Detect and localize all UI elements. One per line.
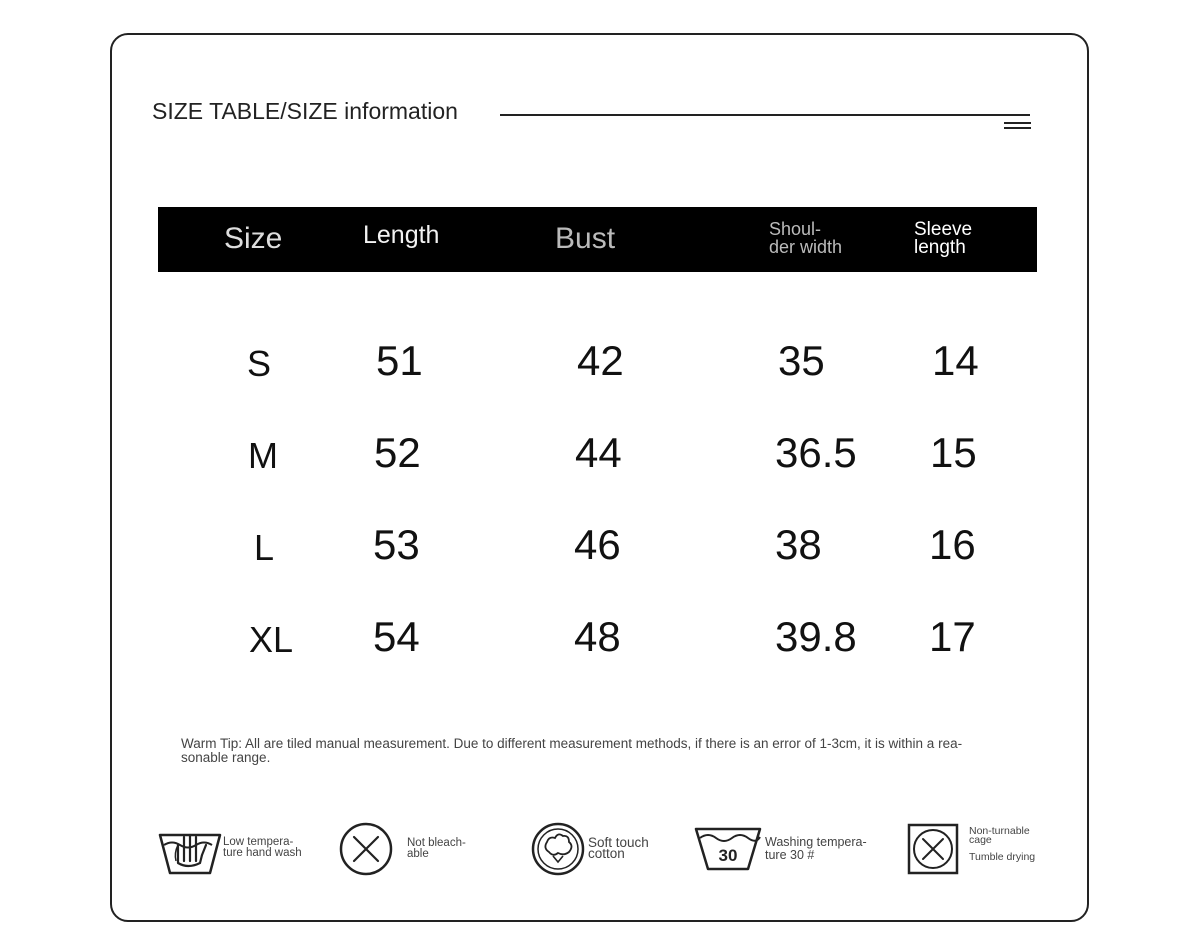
cell-length: 54 xyxy=(373,613,420,660)
no-tumble-dry-icon xyxy=(907,823,959,875)
cell-shoulder: 38 xyxy=(775,521,822,568)
care-label-hand-wash: Low tempera- ture hand wash xyxy=(223,836,302,859)
cell-length: 52 xyxy=(374,429,421,476)
cell-shoulder: 36.5 xyxy=(775,429,857,476)
cell-length: 51 xyxy=(376,337,423,384)
cell-bust: 48 xyxy=(574,613,621,660)
cell-sleeve: 16 xyxy=(929,521,976,568)
header-bust: Bust xyxy=(555,222,616,255)
title-rule-mark xyxy=(1004,127,1031,129)
cell-bust: 44 xyxy=(575,429,622,476)
care-label-cotton: Soft touch cotton xyxy=(588,835,649,861)
header-shoulder-line2: der width xyxy=(769,237,843,257)
wash-30-icon xyxy=(694,825,762,873)
cell-size: XL xyxy=(249,619,294,660)
cell-size: L xyxy=(254,527,275,568)
care-label-wash-30: Washing tempera- ture 30 # xyxy=(765,835,867,862)
care-label-no-tumble-dry: Non-turnable cage Tumble drying xyxy=(969,825,1036,863)
cell-sleeve: 14 xyxy=(932,337,979,384)
header-sleeve-length xyxy=(914,221,972,257)
warm-tip-line2: sonable range. xyxy=(181,750,271,765)
page-title: SIZE TABLE/SIZE information xyxy=(152,98,458,124)
wash-30-text: 30 xyxy=(718,846,738,865)
cell-shoulder: 35 xyxy=(778,337,825,384)
care-label-no-bleach: Not bleach- able xyxy=(407,837,466,860)
cell-sleeve: 17 xyxy=(929,613,976,660)
size-card xyxy=(110,33,1089,922)
cell-size: S xyxy=(247,343,272,384)
no-bleach-icon xyxy=(339,822,393,876)
cell-shoulder: 39.8 xyxy=(775,613,857,660)
hand-wash-icon xyxy=(158,823,222,877)
warm-tip-line1: Warm Tip: All are tiled manual measurement. Due to different measurement methods, if there is an error of 1-3cm, it is within a rea- xyxy=(181,736,963,751)
header-sleeve-line2: length xyxy=(914,237,966,258)
title-rule xyxy=(500,114,1030,116)
header-length: Length xyxy=(363,221,440,249)
cell-bust: 42 xyxy=(577,337,624,384)
warm-tip xyxy=(181,737,1021,765)
cell-bust: 46 xyxy=(574,521,621,568)
header-size: Size xyxy=(224,222,283,255)
header-shoulder-width xyxy=(769,220,842,256)
header-shoulder-line1: Shoul- xyxy=(769,219,822,239)
header-sleeve-line1: Sleeve xyxy=(914,219,973,240)
cell-sleeve: 15 xyxy=(930,429,977,476)
cell-size: M xyxy=(248,435,278,476)
title-rule-mark xyxy=(1004,122,1031,124)
cell-length: 53 xyxy=(373,521,420,568)
cotton-icon xyxy=(531,822,585,876)
